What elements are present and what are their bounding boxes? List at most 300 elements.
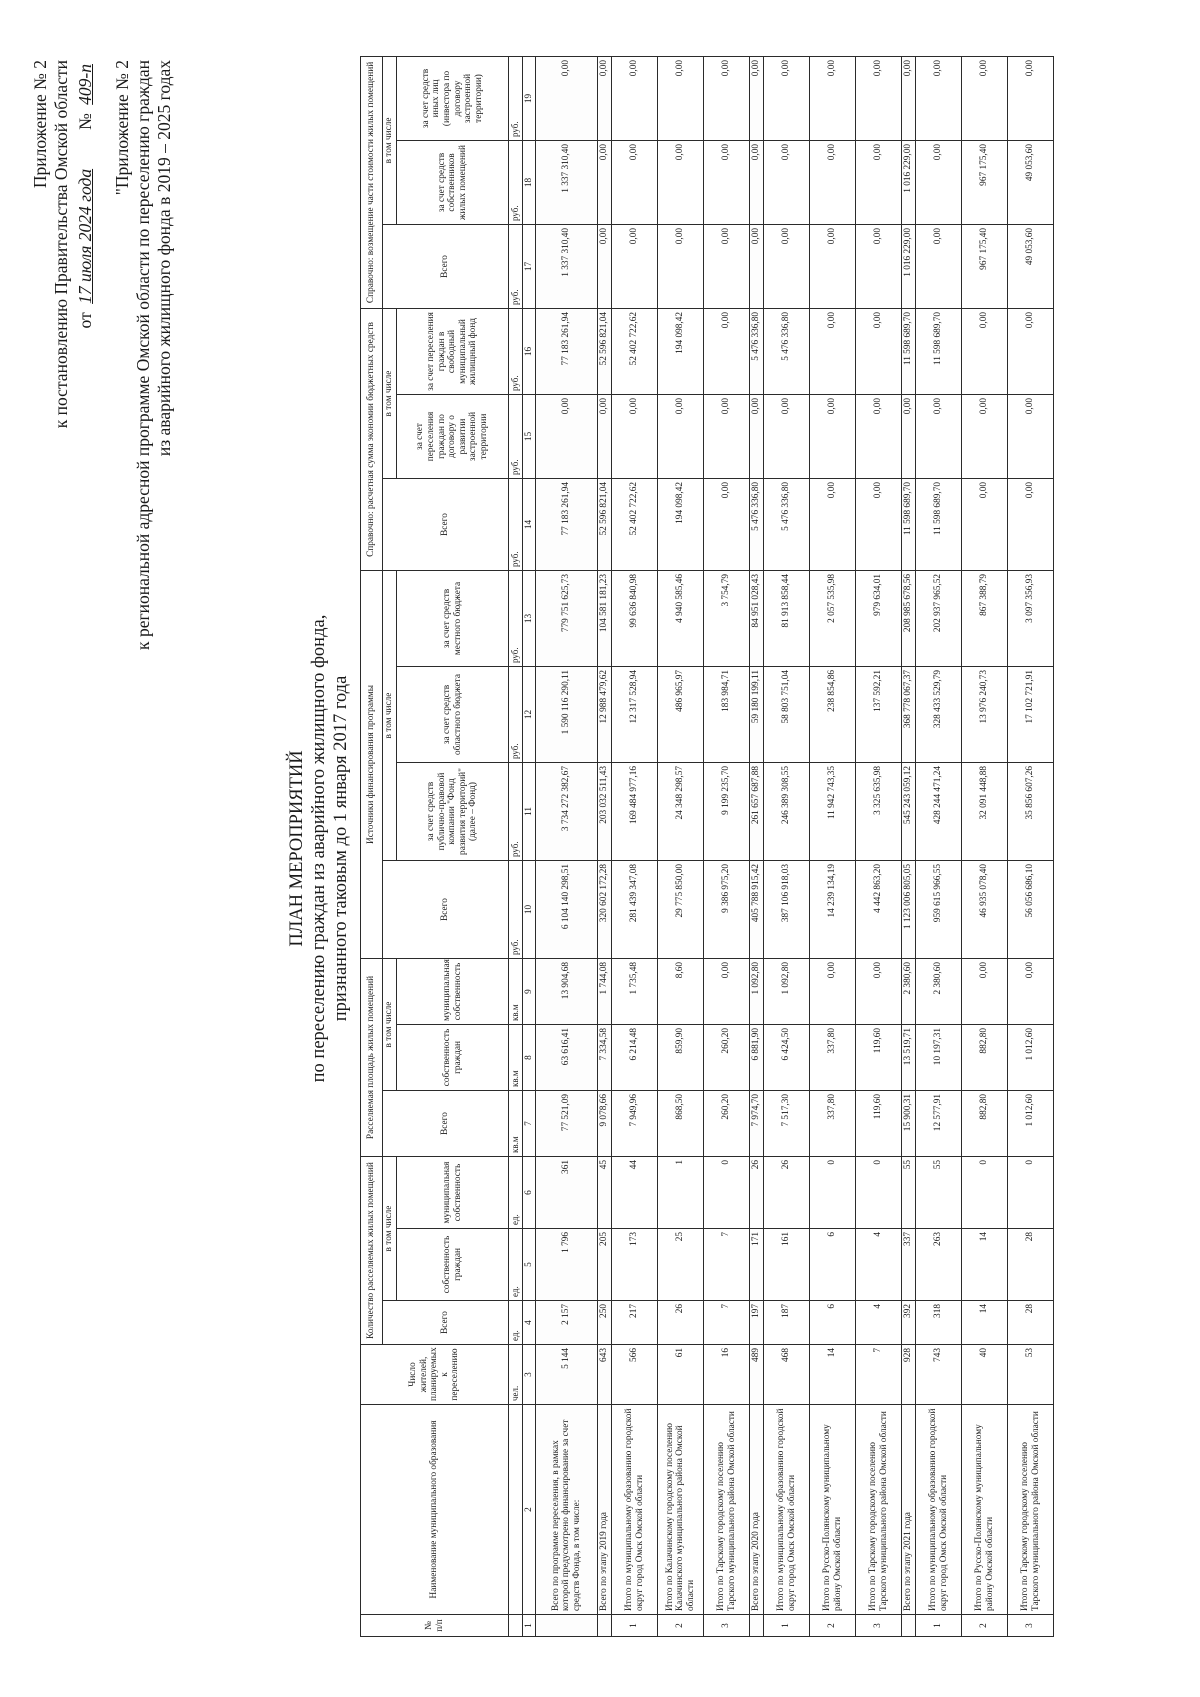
column-number-cell: 13 bbox=[522, 571, 536, 667]
value-cell: 0 bbox=[1008, 1157, 1054, 1229]
value-cell: 9 199 235,70 bbox=[704, 763, 750, 861]
row-name-cell: Итого по Калачинскому городскому поселению Калачинского муниципального района Омской области bbox=[658, 1405, 704, 1615]
value-cell: 84 951 028,43 bbox=[750, 571, 764, 667]
value-cell: 405 788 915,42 bbox=[750, 861, 764, 959]
value-cell: 1 735,48 bbox=[612, 959, 658, 1025]
value-cell: 246 389 308,55 bbox=[764, 763, 810, 861]
value-cell: 0,00 bbox=[704, 140, 750, 224]
value-cell: 12 577,91 bbox=[916, 1091, 962, 1157]
column-numbers-row bbox=[522, 56, 536, 1636]
row-number-cell: 3 bbox=[704, 1615, 750, 1637]
value-cell: 0,00 bbox=[902, 395, 916, 479]
value-cell: 28 bbox=[1008, 1229, 1054, 1301]
value-cell: 0,00 bbox=[750, 140, 764, 224]
unit-cell: чел. bbox=[509, 1345, 523, 1405]
row-name-cell: Итого по муниципальному образованию городской округ город Омск Омской области bbox=[764, 1405, 810, 1615]
value-cell: 28 bbox=[1008, 1301, 1054, 1345]
row-number-cell bbox=[598, 1615, 612, 1637]
value-cell: 0,00 bbox=[658, 395, 704, 479]
value-cell: 1 337 310,40 bbox=[536, 140, 598, 224]
value-cell: 0,00 bbox=[810, 959, 856, 1025]
value-cell: 25 bbox=[658, 1229, 704, 1301]
value-cell: 979 634,01 bbox=[856, 571, 902, 667]
row-name-cell: Всего по этапу 2020 года bbox=[750, 1405, 764, 1615]
value-cell: 260,20 bbox=[704, 1025, 750, 1091]
number-prefix: № bbox=[75, 113, 95, 130]
column-numbers-row-group bbox=[522, 56, 536, 1636]
value-cell: 45 bbox=[598, 1157, 612, 1229]
value-cell: 3 097 356,93 bbox=[1008, 571, 1054, 667]
value-cell: 58 803 751,04 bbox=[764, 667, 810, 763]
header-reimb-other: за счет средств иных лиц (инвестора по договору застроенной территории) bbox=[397, 56, 509, 140]
header-finance-group: Источники финансирования программы bbox=[361, 571, 383, 959]
header-reimb-total: Всего bbox=[383, 224, 509, 308]
number-value: 409-п bbox=[75, 64, 95, 105]
grand-total-row bbox=[536, 56, 598, 1636]
value-cell: 0,00 bbox=[750, 395, 764, 479]
value-cell: 0,00 bbox=[856, 479, 902, 571]
header-area-citizens: собственность граждан bbox=[397, 1025, 509, 1091]
column-number-cell: 19 bbox=[522, 56, 536, 140]
column-number-cell: 2 bbox=[522, 1405, 536, 1615]
column-number-cell: 15 bbox=[522, 395, 536, 479]
header-finance-fund: за счет средств публично-правовой компании "Фонд развития территорий" (далее – Фонд) bbox=[397, 763, 509, 861]
value-cell: 281 439 347,08 bbox=[612, 861, 658, 959]
row-name-cell: Всего по этапу 2021 года bbox=[902, 1405, 916, 1615]
plan-table bbox=[360, 56, 1054, 1637]
value-cell: 566 bbox=[612, 1345, 658, 1405]
unit-cell: руб. bbox=[509, 140, 523, 224]
value-cell: 0,00 bbox=[658, 224, 704, 308]
value-cell: 486 965,97 bbox=[658, 667, 704, 763]
value-cell: 0,00 bbox=[704, 224, 750, 308]
value-cell: 1 016 229,00 bbox=[902, 140, 916, 224]
value-cell: 14 bbox=[962, 1301, 1008, 1345]
value-cell: 1 590 116 290,11 bbox=[536, 667, 598, 763]
units-row-group bbox=[509, 56, 523, 1636]
value-cell: 40 bbox=[962, 1345, 1008, 1405]
header-savings-total: Всего bbox=[383, 479, 509, 571]
value-cell: 52 596 821,04 bbox=[598, 479, 612, 571]
stage-total-row bbox=[598, 56, 612, 1636]
value-cell: 1 744,08 bbox=[598, 959, 612, 1025]
value-cell: 0,00 bbox=[810, 308, 856, 394]
value-cell: 6 bbox=[810, 1229, 856, 1301]
value-cell: 7 bbox=[856, 1345, 902, 1405]
value-cell: 859,90 bbox=[658, 1025, 704, 1091]
value-cell: 11 598 689,70 bbox=[902, 308, 916, 394]
row-name-cell: Итого по Русско-Полянскому муниципальному району Омской области bbox=[810, 1405, 856, 1615]
value-cell: 13 976 240,73 bbox=[962, 667, 1008, 763]
table-row bbox=[704, 56, 750, 1636]
value-cell: 77 183 261,94 bbox=[536, 479, 598, 571]
value-cell: 0,00 bbox=[612, 395, 658, 479]
column-number-cell: 14 bbox=[522, 479, 536, 571]
column-number-cell: 1 bbox=[522, 1615, 536, 1637]
value-cell: 32 091 448,88 bbox=[962, 763, 1008, 861]
header-reimb-in-that: в том числе bbox=[383, 56, 397, 224]
column-number-cell: 4 bbox=[522, 1301, 536, 1345]
plan-subtitle-1: по переселению граждан из аварийного жилищного фонда, bbox=[309, 614, 329, 1083]
value-cell: 61 bbox=[658, 1345, 704, 1405]
row-name-cell: Итого по Тарскому городскому поселению Тарского муниципального района Омской области bbox=[1008, 1405, 1054, 1615]
value-cell: 0 bbox=[810, 1157, 856, 1229]
value-cell: 11 598 689,70 bbox=[916, 479, 962, 571]
value-cell: 337,80 bbox=[810, 1025, 856, 1091]
program-title: "Приложение № 2 bbox=[112, 60, 132, 196]
value-cell: 119,60 bbox=[856, 1091, 902, 1157]
value-cell: 0 bbox=[962, 1157, 1008, 1229]
value-cell: 8,60 bbox=[658, 959, 704, 1025]
value-cell: 99 636 840,98 bbox=[612, 571, 658, 667]
value-cell: 2 380,60 bbox=[916, 959, 962, 1025]
value-cell: 12 988 479,62 bbox=[598, 667, 612, 763]
value-cell: 6 424,50 bbox=[764, 1025, 810, 1091]
value-cell: 0,00 bbox=[810, 56, 856, 140]
value-cell: 260,20 bbox=[704, 1091, 750, 1157]
value-cell: 0 bbox=[856, 1157, 902, 1229]
unit-cell: руб. bbox=[509, 571, 523, 667]
value-cell: 10 197,31 bbox=[916, 1025, 962, 1091]
value-cell: 0,00 bbox=[810, 140, 856, 224]
value-cell: 361 bbox=[536, 1157, 598, 1229]
value-cell: 867 388,79 bbox=[962, 571, 1008, 667]
value-cell: 14 bbox=[962, 1229, 1008, 1301]
value-cell: 11 942 743,35 bbox=[810, 763, 856, 861]
header-reimb-owners: за счет средств собственников жилых помещений bbox=[397, 140, 509, 224]
header-savings-free-fund: за счет переселения граждан в свободный муниципальный жилищный фонд bbox=[397, 308, 509, 394]
value-cell: 0,00 bbox=[764, 56, 810, 140]
value-cell: 337 bbox=[902, 1229, 916, 1301]
value-cell: 0,00 bbox=[856, 224, 902, 308]
header-premises-municipal: муниципальная собственность bbox=[397, 1157, 509, 1229]
value-cell: 320 602 172,28 bbox=[598, 861, 612, 959]
unit-cell: кв.м bbox=[509, 1025, 523, 1091]
units-row bbox=[509, 56, 523, 1636]
date-prefix: от bbox=[75, 312, 95, 329]
value-cell: 7 949,96 bbox=[612, 1091, 658, 1157]
table-body bbox=[536, 56, 1054, 1636]
row-number-cell: 2 bbox=[810, 1615, 856, 1637]
header-residents: Число жителей, планируемых к переселению bbox=[361, 1345, 509, 1405]
value-cell: 2 057 535,98 bbox=[810, 571, 856, 667]
value-cell: 1 016 229,00 bbox=[902, 224, 916, 308]
value-cell: 194 098,42 bbox=[658, 479, 704, 571]
row-number-cell: 1 bbox=[612, 1615, 658, 1637]
unit-cell: руб. bbox=[509, 479, 523, 571]
value-cell: 0,00 bbox=[1008, 959, 1054, 1025]
value-cell: 967 175,40 bbox=[962, 224, 1008, 308]
value-cell: 203 032 511,43 bbox=[598, 763, 612, 861]
value-cell: 14 bbox=[810, 1345, 856, 1405]
value-cell: 7 bbox=[704, 1229, 750, 1301]
value-cell: 52 596 821,04 bbox=[598, 308, 612, 394]
value-cell: 35 856 607,26 bbox=[1008, 763, 1054, 861]
value-cell: 197 bbox=[750, 1301, 764, 1345]
value-cell: 0,00 bbox=[1008, 56, 1054, 140]
value-cell: 489 bbox=[750, 1345, 764, 1405]
value-cell: 77 183 261,94 bbox=[536, 308, 598, 394]
program-line-1: к региональной адресной программе Омской области по переселению граждан bbox=[133, 60, 153, 650]
value-cell: 318 bbox=[916, 1301, 962, 1345]
column-number-cell: 16 bbox=[522, 308, 536, 394]
value-cell: 0,00 bbox=[902, 56, 916, 140]
value-cell: 7 517,30 bbox=[764, 1091, 810, 1157]
value-cell: 392 bbox=[902, 1301, 916, 1345]
value-cell: 0,00 bbox=[764, 224, 810, 308]
value-cell: 26 bbox=[658, 1301, 704, 1345]
column-number-cell: 12 bbox=[522, 667, 536, 763]
value-cell: 0,00 bbox=[536, 56, 598, 140]
value-cell: 183 984,71 bbox=[704, 667, 750, 763]
value-cell: 0,00 bbox=[612, 224, 658, 308]
value-cell: 868,50 bbox=[658, 1091, 704, 1157]
value-cell: 0,00 bbox=[916, 395, 962, 479]
stage-total-row bbox=[750, 56, 764, 1636]
value-cell: 6 214,48 bbox=[612, 1025, 658, 1091]
value-cell: 4 940 585,46 bbox=[658, 571, 704, 667]
value-cell: 250 bbox=[598, 1301, 612, 1345]
value-cell: 428 244 471,24 bbox=[916, 763, 962, 861]
value-cell: 7 974,70 bbox=[750, 1091, 764, 1157]
value-cell: 368 778 067,37 bbox=[902, 667, 916, 763]
value-cell: 46 935 078,40 bbox=[962, 861, 1008, 959]
value-cell: 0,00 bbox=[598, 395, 612, 479]
value-cell: 882,80 bbox=[962, 1025, 1008, 1091]
table-row bbox=[1008, 56, 1054, 1636]
row-number-cell bbox=[902, 1615, 916, 1637]
value-cell: 743 bbox=[916, 1345, 962, 1405]
value-cell: 49 053,60 bbox=[1008, 140, 1054, 224]
value-cell: 0,00 bbox=[856, 395, 902, 479]
value-cell: 0,00 bbox=[764, 395, 810, 479]
row-number-cell: 1 bbox=[764, 1615, 810, 1637]
value-cell: 959 615 966,55 bbox=[916, 861, 962, 959]
value-cell: 55 bbox=[902, 1157, 916, 1229]
row-name-cell: Итого по муниципальному образованию городской округ город Омск Омской области bbox=[916, 1405, 962, 1615]
value-cell: 0,00 bbox=[856, 140, 902, 224]
date-value: 17 июля 2024 года bbox=[75, 168, 95, 304]
value-cell: 3 734 272 382,67 bbox=[536, 763, 598, 861]
value-cell: 53 bbox=[1008, 1345, 1054, 1405]
value-cell: 387 106 918,03 bbox=[764, 861, 810, 959]
appendix-header bbox=[30, 60, 96, 428]
plan-subtitle-2: признанного таковым до 1 января 2017 года bbox=[331, 675, 351, 1022]
header-area-in-that: в том числе bbox=[383, 959, 397, 1091]
plan-title-block bbox=[286, 0, 352, 1697]
value-cell: 11 598 689,70 bbox=[916, 308, 962, 394]
value-cell: 161 bbox=[764, 1229, 810, 1301]
row-number-cell: 3 bbox=[1008, 1615, 1054, 1637]
row-name-cell: Итого по Тарскому городскому поселению Тарского муниципального района Омской области bbox=[856, 1405, 902, 1615]
value-cell: 0,00 bbox=[856, 308, 902, 394]
unit-cell bbox=[509, 1405, 523, 1615]
value-cell: 13 904,68 bbox=[536, 959, 598, 1025]
value-cell: 15 900,31 bbox=[902, 1091, 916, 1157]
value-cell: 0,00 bbox=[916, 224, 962, 308]
header-savings-in-that: в том числе bbox=[383, 308, 397, 478]
header-area-total: Всего bbox=[383, 1091, 509, 1157]
value-cell: 0,00 bbox=[962, 479, 1008, 571]
value-cell: 26 bbox=[764, 1157, 810, 1229]
value-cell: 0,00 bbox=[598, 56, 612, 140]
unit-cell: руб. bbox=[509, 56, 523, 140]
row-number-cell: 3 bbox=[856, 1615, 902, 1637]
value-cell: 0,00 bbox=[810, 395, 856, 479]
value-cell: 263 bbox=[916, 1229, 962, 1301]
value-cell: 52 402 722,62 bbox=[612, 479, 658, 571]
row-name-cell: Всего по этапу 2019 года bbox=[598, 1405, 612, 1615]
value-cell: 0,00 bbox=[962, 308, 1008, 394]
table-row bbox=[856, 56, 902, 1636]
value-cell: 104 581 181,23 bbox=[598, 571, 612, 667]
header-num: № п/п bbox=[361, 1615, 509, 1637]
value-cell: 0,00 bbox=[612, 56, 658, 140]
value-cell: 2 157 bbox=[536, 1301, 598, 1345]
row-name-cell: Итого по Русско-Полянскому муниципальному району Омской области bbox=[962, 1405, 1008, 1615]
value-cell: 545 243 059,12 bbox=[902, 763, 916, 861]
value-cell: 0,00 bbox=[704, 56, 750, 140]
unit-cell: ед. bbox=[509, 1229, 523, 1301]
row-number-cell bbox=[536, 1615, 598, 1637]
header-finance-total: Всего bbox=[383, 861, 509, 959]
unit-cell: руб. bbox=[509, 861, 523, 959]
value-cell: 16 bbox=[704, 1345, 750, 1405]
value-cell: 1 123 006 805,05 bbox=[902, 861, 916, 959]
value-cell: 882,80 bbox=[962, 1091, 1008, 1157]
value-cell: 4 bbox=[856, 1301, 902, 1345]
value-cell: 13 519,71 bbox=[902, 1025, 916, 1091]
value-cell: 77 521,09 bbox=[536, 1091, 598, 1157]
value-cell: 29 775 850,00 bbox=[658, 861, 704, 959]
value-cell: 5 476 336,80 bbox=[750, 479, 764, 571]
appendix-resolution: к постановлению Правительства Омской области bbox=[51, 60, 71, 429]
header-finance-local: за счет средств местного бюджета bbox=[397, 571, 509, 667]
value-cell: 0,00 bbox=[810, 224, 856, 308]
column-number-cell: 8 bbox=[522, 1025, 536, 1091]
header-savings-development: за счет переселения граждан по договору о развитии застроенной территории bbox=[397, 395, 509, 479]
value-cell: 194 098,42 bbox=[658, 308, 704, 394]
value-cell: 967 175,40 bbox=[962, 140, 1008, 224]
value-cell: 0,00 bbox=[704, 308, 750, 394]
table-row bbox=[962, 56, 1008, 1636]
plan-title: ПЛАН МЕРОПРИЯТИЙ bbox=[287, 750, 307, 947]
value-cell: 0,00 bbox=[962, 395, 1008, 479]
row-number-cell: 2 bbox=[962, 1615, 1008, 1637]
value-cell: 2 380,60 bbox=[902, 959, 916, 1025]
value-cell: 3 325 635,98 bbox=[856, 763, 902, 861]
header-premises-total: Всего bbox=[383, 1301, 509, 1345]
value-cell: 81 913 858,44 bbox=[764, 571, 810, 667]
value-cell: 468 bbox=[764, 1345, 810, 1405]
unit-cell: руб. bbox=[509, 667, 523, 763]
value-cell: 26 bbox=[750, 1157, 764, 1229]
value-cell: 59 180 199,11 bbox=[750, 667, 764, 763]
value-cell: 1 012,60 bbox=[1008, 1091, 1054, 1157]
value-cell: 1 bbox=[658, 1157, 704, 1229]
value-cell: 9 078,66 bbox=[598, 1091, 612, 1157]
value-cell: 1 092,80 bbox=[750, 959, 764, 1025]
value-cell: 0,00 bbox=[598, 224, 612, 308]
value-cell: 205 bbox=[598, 1229, 612, 1301]
value-cell: 0,00 bbox=[1008, 308, 1054, 394]
value-cell: 238 854,86 bbox=[810, 667, 856, 763]
value-cell: 1 092,80 bbox=[764, 959, 810, 1025]
value-cell: 52 402 722,62 bbox=[612, 308, 658, 394]
value-cell: 0,00 bbox=[916, 56, 962, 140]
value-cell: 55 bbox=[916, 1157, 962, 1229]
row-number-cell: 1 bbox=[916, 1615, 962, 1637]
value-cell: 137 592,21 bbox=[856, 667, 902, 763]
unit-cell: кв.м bbox=[509, 959, 523, 1025]
row-name-cell: Итого по муниципальному образованию городской округ город Омск Омской области bbox=[612, 1405, 658, 1615]
table-row bbox=[612, 56, 658, 1636]
value-cell: 0,00 bbox=[962, 56, 1008, 140]
value-cell: 0,00 bbox=[764, 140, 810, 224]
column-number-cell: 7 bbox=[522, 1091, 536, 1157]
table-row bbox=[810, 56, 856, 1636]
value-cell: 337,80 bbox=[810, 1091, 856, 1157]
value-cell: 187 bbox=[764, 1301, 810, 1345]
value-cell: 0,00 bbox=[536, 395, 598, 479]
value-cell: 49 053,60 bbox=[1008, 224, 1054, 308]
value-cell: 0,00 bbox=[750, 224, 764, 308]
table-row bbox=[658, 56, 704, 1636]
header-finance-regional: за счет средств областного бюджета bbox=[397, 667, 509, 763]
header-savings-group: Справочно: расчетная сумма экономии бюджетных средств bbox=[361, 308, 383, 570]
table-row bbox=[764, 56, 810, 1636]
value-cell: 6 881,90 bbox=[750, 1025, 764, 1091]
value-cell: 9 386 975,20 bbox=[704, 861, 750, 959]
value-cell: 171 bbox=[750, 1229, 764, 1301]
value-cell: 0,00 bbox=[750, 56, 764, 140]
stage-total-row bbox=[902, 56, 916, 1636]
value-cell: 5 476 336,80 bbox=[764, 479, 810, 571]
value-cell: 11 598 689,70 bbox=[902, 479, 916, 571]
appendix-date-line bbox=[75, 60, 96, 428]
value-cell: 5 144 bbox=[536, 1345, 598, 1405]
column-number-cell: 17 bbox=[522, 224, 536, 308]
value-cell: 56 056 686,10 bbox=[1008, 861, 1054, 959]
unit-cell: кв.м bbox=[509, 1091, 523, 1157]
value-cell: 643 bbox=[598, 1345, 612, 1405]
value-cell: 0,00 bbox=[962, 959, 1008, 1025]
value-cell: 0,00 bbox=[598, 140, 612, 224]
value-cell: 261 657 687,88 bbox=[750, 763, 764, 861]
value-cell: 328 433 529,79 bbox=[916, 667, 962, 763]
value-cell: 5 476 336,80 bbox=[750, 308, 764, 394]
column-number-cell: 11 bbox=[522, 763, 536, 861]
program-header bbox=[112, 60, 175, 650]
value-cell: 0,00 bbox=[612, 140, 658, 224]
value-cell: 7 334,58 bbox=[598, 1025, 612, 1091]
column-number-cell: 18 bbox=[522, 140, 536, 224]
value-cell: 12 317 528,94 bbox=[612, 667, 658, 763]
value-cell: 63 616,41 bbox=[536, 1025, 598, 1091]
value-cell: 779 751 625,73 bbox=[536, 571, 598, 667]
value-cell: 208 985 678,56 bbox=[902, 571, 916, 667]
value-cell: 4 bbox=[856, 1229, 902, 1301]
unit-cell: руб. bbox=[509, 395, 523, 479]
header-area-municipal: муниципальная собственность bbox=[397, 959, 509, 1025]
column-number-cell: 10 bbox=[522, 861, 536, 959]
value-cell: 119,60 bbox=[856, 1025, 902, 1091]
row-number-cell bbox=[750, 1615, 764, 1637]
value-cell: 4 442 863,20 bbox=[856, 861, 902, 959]
unit-cell bbox=[509, 1615, 523, 1637]
value-cell: 169 484 977,16 bbox=[612, 763, 658, 861]
table-row bbox=[916, 56, 962, 1636]
